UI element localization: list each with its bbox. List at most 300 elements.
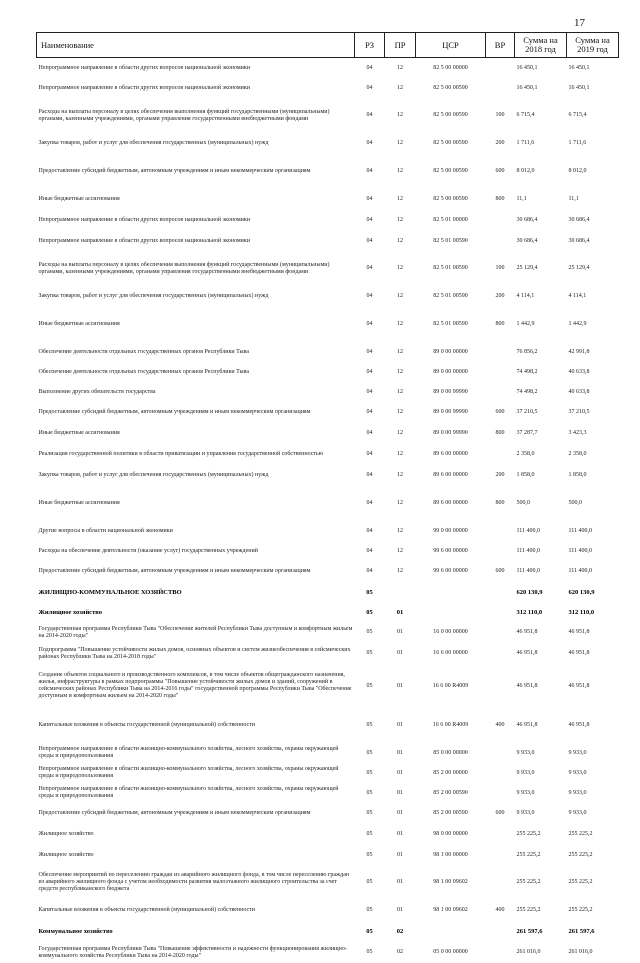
row-sum-2019: 16 450,1 bbox=[567, 78, 619, 98]
row-sum-2019: 261 016,0 bbox=[567, 942, 619, 963]
header-csr: ЦСР bbox=[416, 33, 486, 58]
row-sum-2018: 255 225,2 bbox=[515, 824, 567, 845]
table-row bbox=[37, 803, 619, 824]
row-rz: 05 bbox=[355, 763, 385, 783]
row-rz: 04 bbox=[355, 154, 385, 189]
row-sum-2019: 30 686,4 bbox=[567, 210, 619, 231]
row-name: Жилищное хозяйство bbox=[37, 602, 355, 622]
row-csr bbox=[416, 602, 486, 622]
row-pr: 12 bbox=[385, 231, 416, 251]
row-rz: 04 bbox=[355, 133, 385, 154]
table-row bbox=[37, 921, 619, 942]
row-rz: 04 bbox=[355, 561, 385, 582]
table-row bbox=[37, 865, 619, 900]
row-rz: 04 bbox=[355, 486, 385, 521]
row-pr: 12 bbox=[385, 98, 416, 133]
row-pr: 01 bbox=[385, 803, 416, 824]
row-vr bbox=[486, 602, 515, 622]
table-row bbox=[37, 824, 619, 845]
row-sum-2018: 37 287,7 bbox=[515, 423, 567, 444]
header-pr: ПР bbox=[385, 33, 416, 58]
row-name: Реализация государственной политики в области приватизации и управления государственной собственностью bbox=[37, 444, 355, 465]
row-sum-2019: 25 129,4 bbox=[567, 251, 619, 286]
row-name: Иные бюджетные ассигнования bbox=[37, 189, 355, 210]
row-sum-2019: 9 933,0 bbox=[567, 743, 619, 763]
row-csr: 89 0 00 99990 bbox=[416, 402, 486, 423]
row-name: Непрограммное направление в области жилищно-коммунального хозяйства, лесного хозяйства, охраны окружающей среды и природопользования bbox=[37, 763, 355, 783]
row-csr: 98 0 00 00000 bbox=[416, 824, 486, 845]
row-csr: 82 5 00 00000 bbox=[416, 58, 486, 79]
table-row bbox=[37, 382, 619, 402]
row-sum-2018: 76 856,2 bbox=[515, 342, 567, 362]
row-name: Капитальные вложения в объекты государственной (муниципальной) собственности bbox=[37, 900, 355, 921]
row-sum-2018: 255 225,2 bbox=[515, 845, 567, 865]
row-sum-2019: 111 400,0 bbox=[567, 521, 619, 541]
row-vr: 600 bbox=[486, 561, 515, 582]
row-pr: 12 bbox=[385, 541, 416, 561]
row-rz: 05 bbox=[355, 743, 385, 763]
table-row bbox=[37, 423, 619, 444]
row-pr: 12 bbox=[385, 58, 416, 79]
row-name: Непрограммное направление в области других вопросов национальной экономики bbox=[37, 78, 355, 98]
row-csr: 99 0 00 00000 bbox=[416, 521, 486, 541]
row-sum-2018: 1 442,9 bbox=[515, 307, 567, 342]
row-csr: 98 1 00 00000 bbox=[416, 845, 486, 865]
row-sum-2018: 25 129,4 bbox=[515, 251, 567, 286]
row-pr: 02 bbox=[385, 942, 416, 963]
row-name: Коммунальное хозяйство bbox=[37, 921, 355, 942]
row-vr: 600 bbox=[486, 803, 515, 824]
row-sum-2018: 8 012,0 bbox=[515, 154, 567, 189]
row-name: Закупка товаров, работ и услуг для обеспечения государственных (муниципальных) нужд bbox=[37, 286, 355, 307]
row-sum-2019: 42 991,8 bbox=[567, 342, 619, 362]
row-pr: 12 bbox=[385, 189, 416, 210]
table-row bbox=[37, 362, 619, 382]
header-sum-2018: Сумма на 2018 год bbox=[515, 33, 567, 58]
row-rz: 05 bbox=[355, 803, 385, 824]
row-sum-2019: 1 858,0 bbox=[567, 465, 619, 486]
table-row bbox=[37, 486, 619, 521]
row-sum-2018: 9 933,0 bbox=[515, 803, 567, 824]
row-rz: 05 bbox=[355, 602, 385, 622]
row-rz: 04 bbox=[355, 402, 385, 423]
row-pr: 01 bbox=[385, 664, 416, 708]
row-csr: 89 0 00 99990 bbox=[416, 423, 486, 444]
row-sum-2019: 111 400,0 bbox=[567, 561, 619, 582]
row-sum-2019: 40 633,8 bbox=[567, 362, 619, 382]
row-csr: 89 6 00 00000 bbox=[416, 465, 486, 486]
row-pr: 01 bbox=[385, 743, 416, 763]
row-vr bbox=[486, 743, 515, 763]
row-name: Иные бюджетные ассигнования bbox=[37, 423, 355, 444]
row-vr bbox=[486, 845, 515, 865]
row-name: Закупка товаров, работ и услуг для обеспечения государственных (муниципальных) нужд bbox=[37, 465, 355, 486]
budget-table bbox=[36, 32, 619, 963]
row-name: Иные бюджетные ассигнования bbox=[37, 486, 355, 521]
row-name: Жилищное хозяйство bbox=[37, 824, 355, 845]
row-csr: 89 0 00 00000 bbox=[416, 362, 486, 382]
row-name: Обеспечение мероприятий по переселению граждан из аварийного жилищного фонда, в том числе переселению граждан из аварийного жилищного фонда с учетом необходимости развития малоэтажного жилищного строительства за счет средств республиканского бюджета bbox=[37, 865, 355, 900]
row-rz: 05 bbox=[355, 942, 385, 963]
row-name: Предоставление субсидий бюджетным, автономным учреждениям и иным некоммерческим организациям bbox=[37, 561, 355, 582]
row-sum-2019: 111 400,0 bbox=[567, 541, 619, 561]
table-row bbox=[37, 286, 619, 307]
row-sum-2019: 1 711,6 bbox=[567, 133, 619, 154]
row-vr bbox=[486, 78, 515, 98]
header-name: Наименование bbox=[37, 33, 355, 58]
row-pr: 12 bbox=[385, 465, 416, 486]
row-vr: 800 bbox=[486, 423, 515, 444]
table-row bbox=[37, 743, 619, 763]
row-rz: 04 bbox=[355, 423, 385, 444]
row-csr: 82 5 01 00590 bbox=[416, 286, 486, 307]
row-name: Другие вопросы в области национальной экономики bbox=[37, 521, 355, 541]
row-name: Обеспечение деятельности отдельных государственных органов Республики Тыва bbox=[37, 342, 355, 362]
row-sum-2018: 255 225,2 bbox=[515, 900, 567, 921]
row-csr: 89 6 00 00000 bbox=[416, 486, 486, 521]
row-sum-2018: 74 498,2 bbox=[515, 382, 567, 402]
row-name: Расходы на выплаты персоналу в целях обеспечения выполнения функций государственными (муниципальными) органами, казенными учреждениями, органами управления государственными внебюджетными фондами bbox=[37, 251, 355, 286]
row-pr: 12 bbox=[385, 286, 416, 307]
row-vr bbox=[486, 824, 515, 845]
row-name: Подпрограмма "Повышение устойчивости жилых домов, основных объектов и систем жизнеобеспечения в сейсмических районах Республики Тыва на 2014-2018 годы" bbox=[37, 643, 355, 664]
row-pr: 01 bbox=[385, 643, 416, 664]
row-sum-2018: 2 358,0 bbox=[515, 444, 567, 465]
row-sum-2019: 255 225,2 bbox=[567, 824, 619, 845]
row-vr bbox=[486, 643, 515, 664]
row-sum-2018: 312 110,0 bbox=[515, 602, 567, 622]
row-sum-2019: 2 358,0 bbox=[567, 444, 619, 465]
row-sum-2018: 16 450,1 bbox=[515, 78, 567, 98]
row-vr: 200 bbox=[486, 465, 515, 486]
row-sum-2019: 40 633,8 bbox=[567, 382, 619, 402]
row-sum-2019: 46 951,8 bbox=[567, 643, 619, 664]
row-vr bbox=[486, 783, 515, 803]
row-sum-2018: 74 498,2 bbox=[515, 362, 567, 382]
table-row bbox=[37, 602, 619, 622]
table-row bbox=[37, 78, 619, 98]
table-row bbox=[37, 98, 619, 133]
row-csr: 82 5 00 00590 bbox=[416, 154, 486, 189]
row-pr: 01 bbox=[385, 845, 416, 865]
row-rz: 04 bbox=[355, 382, 385, 402]
row-pr: 12 bbox=[385, 154, 416, 189]
row-vr: 400 bbox=[486, 708, 515, 743]
table-row bbox=[37, 900, 619, 921]
row-sum-2019: 620 130,9 bbox=[567, 582, 619, 602]
row-rz: 04 bbox=[355, 189, 385, 210]
row-vr bbox=[486, 444, 515, 465]
row-sum-2018: 46 951,8 bbox=[515, 708, 567, 743]
row-csr bbox=[416, 921, 486, 942]
row-name: Иные бюджетные ассигнования bbox=[37, 307, 355, 342]
row-vr: 400 bbox=[486, 900, 515, 921]
table-row bbox=[37, 582, 619, 602]
row-vr bbox=[486, 865, 515, 900]
header-sum-2019: Сумма на 2019 год bbox=[567, 33, 619, 58]
row-sum-2018: 6 715,4 bbox=[515, 98, 567, 133]
row-rz: 04 bbox=[355, 210, 385, 231]
row-vr: 600 bbox=[486, 154, 515, 189]
row-name: Расходы на обеспечение деятельности (оказание услуг) государственных учреждений bbox=[37, 541, 355, 561]
row-name: Создание объектов социального и производственного комплексов, в том числе объектов общегражданского назначения, жилья, инфраструктуры в рамках подпрограммы "Повышение устойчивости жилых домов и зданий, сооружений в сейсмических районах Республики Тыва на 2014-2016 годы" государственной программы Республики Тыва "Обеспечение доступным и комфортным жильем на 2014-2020 годы" bbox=[37, 664, 355, 708]
row-sum-2019: 8 012,0 bbox=[567, 154, 619, 189]
row-csr: 98 1 00 09602 bbox=[416, 900, 486, 921]
row-sum-2019: 11,1 bbox=[567, 189, 619, 210]
row-sum-2019: 312 110,0 bbox=[567, 602, 619, 622]
row-sum-2018: 9 933,0 bbox=[515, 743, 567, 763]
row-vr: 100 bbox=[486, 98, 515, 133]
row-sum-2019: 46 951,8 bbox=[567, 708, 619, 743]
row-csr: 85 0 00 00000 bbox=[416, 743, 486, 763]
table-row bbox=[37, 444, 619, 465]
table-row bbox=[37, 465, 619, 486]
row-csr: 82 5 01 00000 bbox=[416, 210, 486, 231]
row-rz: 05 bbox=[355, 824, 385, 845]
row-pr: 01 bbox=[385, 824, 416, 845]
row-sum-2018: 46 951,8 bbox=[515, 664, 567, 708]
row-name: Государственная программа Республики Тыва "Обеспечение жителей Республики Тыва доступным и комфортным жильем на 2014-2020 годы" bbox=[37, 622, 355, 643]
table-row bbox=[37, 342, 619, 362]
table-row bbox=[37, 643, 619, 664]
row-name: Непрограммное направление в области других вопросов национальной экономики bbox=[37, 58, 355, 79]
row-rz: 04 bbox=[355, 362, 385, 382]
table-row bbox=[37, 231, 619, 251]
row-name: Непрограммное направление в области других вопросов национальной экономики bbox=[37, 231, 355, 251]
table-row bbox=[37, 251, 619, 286]
row-vr bbox=[486, 921, 515, 942]
row-rz: 05 bbox=[355, 865, 385, 900]
row-csr: 82 5 01 00590 bbox=[416, 251, 486, 286]
row-pr: 12 bbox=[385, 423, 416, 444]
row-name: ЖИЛИЩНО-КОММУНАЛЬНОЕ ХОЗЯЙСТВО bbox=[37, 582, 355, 602]
row-csr: 82 5 00 00590 bbox=[416, 98, 486, 133]
row-rz: 05 bbox=[355, 622, 385, 643]
row-rz: 04 bbox=[355, 231, 385, 251]
row-name: Обеспечение деятельности отдельных государственных органов Республики Тыва bbox=[37, 362, 355, 382]
table-row bbox=[37, 58, 619, 79]
row-sum-2018: 620 130,9 bbox=[515, 582, 567, 602]
row-rz: 05 bbox=[355, 582, 385, 602]
table-row bbox=[37, 402, 619, 423]
row-pr: 12 bbox=[385, 342, 416, 362]
header-rz: РЗ bbox=[355, 33, 385, 58]
row-vr bbox=[486, 541, 515, 561]
row-pr: 01 bbox=[385, 783, 416, 803]
row-name: Непрограммное направление в области жилищно-коммунального хозяйства, лесного хозяйства, охраны окружающей среды и природопользования bbox=[37, 743, 355, 763]
table-row bbox=[37, 763, 619, 783]
row-sum-2019: 30 686,4 bbox=[567, 231, 619, 251]
table-row bbox=[37, 664, 619, 708]
row-rz: 04 bbox=[355, 521, 385, 541]
row-sum-2019: 255 225,2 bbox=[567, 845, 619, 865]
row-csr: 99 6 00 00000 bbox=[416, 541, 486, 561]
row-csr: 89 6 00 00000 bbox=[416, 444, 486, 465]
row-csr: 16 6 00 R4009 bbox=[416, 664, 486, 708]
row-csr: 85 2 00 00590 bbox=[416, 783, 486, 803]
row-sum-2019: 500,0 bbox=[567, 486, 619, 521]
table-row bbox=[37, 189, 619, 210]
row-csr: 82 5 00 00590 bbox=[416, 189, 486, 210]
row-vr bbox=[486, 521, 515, 541]
row-rz: 05 bbox=[355, 643, 385, 664]
row-rz: 04 bbox=[355, 98, 385, 133]
row-csr: 82 5 00 00590 bbox=[416, 133, 486, 154]
row-vr bbox=[486, 622, 515, 643]
table-row bbox=[37, 210, 619, 231]
row-vr bbox=[486, 231, 515, 251]
row-name: Выполнение других обязательств государства bbox=[37, 382, 355, 402]
table-row bbox=[37, 541, 619, 561]
row-pr: 12 bbox=[385, 210, 416, 231]
row-vr bbox=[486, 58, 515, 79]
row-rz: 05 bbox=[355, 708, 385, 743]
row-pr: 12 bbox=[385, 486, 416, 521]
row-sum-2018: 500,0 bbox=[515, 486, 567, 521]
row-csr: 98 1 00 09602 bbox=[416, 865, 486, 900]
row-csr: 89 0 00 00000 bbox=[416, 342, 486, 362]
row-csr: 89 0 00 99990 bbox=[416, 382, 486, 402]
row-csr: 82 5 01 00590 bbox=[416, 307, 486, 342]
row-vr bbox=[486, 362, 515, 382]
row-pr bbox=[385, 582, 416, 602]
row-sum-2018: 9 933,0 bbox=[515, 763, 567, 783]
row-rz: 04 bbox=[355, 58, 385, 79]
row-sum-2018: 111 400,0 bbox=[515, 521, 567, 541]
table-row bbox=[37, 783, 619, 803]
row-rz: 04 bbox=[355, 541, 385, 561]
row-pr: 01 bbox=[385, 865, 416, 900]
row-rz: 05 bbox=[355, 845, 385, 865]
row-csr bbox=[416, 582, 486, 602]
table-row bbox=[37, 133, 619, 154]
row-rz: 04 bbox=[355, 465, 385, 486]
row-vr bbox=[486, 582, 515, 602]
row-vr bbox=[486, 763, 515, 783]
table-row bbox=[37, 521, 619, 541]
row-rz: 04 bbox=[355, 342, 385, 362]
row-sum-2019: 9 933,0 bbox=[567, 803, 619, 824]
row-csr: 82 5 01 00590 bbox=[416, 231, 486, 251]
row-vr bbox=[486, 942, 515, 963]
row-csr: 85 2 00 00000 bbox=[416, 763, 486, 783]
table-row bbox=[37, 154, 619, 189]
row-rz: 05 bbox=[355, 664, 385, 708]
row-pr: 01 bbox=[385, 622, 416, 643]
row-sum-2018: 261 597,6 bbox=[515, 921, 567, 942]
row-sum-2018: 16 450,1 bbox=[515, 58, 567, 79]
row-rz: 04 bbox=[355, 307, 385, 342]
row-pr: 12 bbox=[385, 521, 416, 541]
row-sum-2018: 111 400,0 bbox=[515, 541, 567, 561]
row-csr: 05 0 00 00000 bbox=[416, 942, 486, 963]
table-row bbox=[37, 307, 619, 342]
row-rz: 05 bbox=[355, 900, 385, 921]
row-name: Предоставление субсидий бюджетным, автономным учреждениям и иным некоммерческим организациям bbox=[37, 803, 355, 824]
row-name: Непрограммное направление в области других вопросов национальной экономики bbox=[37, 210, 355, 231]
row-vr: 200 bbox=[486, 286, 515, 307]
row-sum-2018: 11,1 bbox=[515, 189, 567, 210]
row-pr: 01 bbox=[385, 602, 416, 622]
row-sum-2019: 255 225,2 bbox=[567, 900, 619, 921]
row-pr: 12 bbox=[385, 561, 416, 582]
row-vr bbox=[486, 382, 515, 402]
row-sum-2018: 30 686,4 bbox=[515, 231, 567, 251]
row-name: Государственная программа Республики Тыва "Повышение эффективности и надежности функционирования жилищно-коммунального хозяйства Республики Тыва на 2014-2020 годы" bbox=[37, 942, 355, 963]
row-sum-2018: 46 951,8 bbox=[515, 622, 567, 643]
row-vr bbox=[486, 342, 515, 362]
row-csr: 85 2 00 00590 bbox=[416, 803, 486, 824]
row-sum-2019: 6 715,4 bbox=[567, 98, 619, 133]
row-sum-2018: 261 016,0 bbox=[515, 942, 567, 963]
row-rz: 04 bbox=[355, 444, 385, 465]
row-vr: 200 bbox=[486, 133, 515, 154]
row-name: Предоставление субсидий бюджетным, автономным учреждениям и иным некоммерческим организациям bbox=[37, 402, 355, 423]
row-sum-2018: 37 210,5 bbox=[515, 402, 567, 423]
row-pr: 01 bbox=[385, 708, 416, 743]
row-rz: 04 bbox=[355, 251, 385, 286]
row-sum-2019: 46 951,8 bbox=[567, 664, 619, 708]
row-pr: 12 bbox=[385, 444, 416, 465]
row-rz: 05 bbox=[355, 783, 385, 803]
row-name: Расходы на выплаты персоналу в целях обеспечения выполнения функций государственными (муниципальными) органами, казенными учреждениями, органами управления государственными внебюджетными фондами bbox=[37, 98, 355, 133]
row-name: Капитальные вложения в объекты государственной (муниципальной) собственности bbox=[37, 708, 355, 743]
row-rz: 04 bbox=[355, 78, 385, 98]
row-rz: 05 bbox=[355, 921, 385, 942]
row-sum-2019: 255 225,2 bbox=[567, 865, 619, 900]
row-vr: 800 bbox=[486, 486, 515, 521]
row-pr: 01 bbox=[385, 763, 416, 783]
row-csr: 99 6 00 00000 bbox=[416, 561, 486, 582]
row-pr: 12 bbox=[385, 362, 416, 382]
row-csr: 16 6 00 00000 bbox=[416, 643, 486, 664]
row-csr: 82 5 00 00590 bbox=[416, 78, 486, 98]
table-row bbox=[37, 708, 619, 743]
row-sum-2018: 9 933,0 bbox=[515, 783, 567, 803]
row-csr: 16 0 00 00000 bbox=[416, 622, 486, 643]
page-number: 17 bbox=[574, 17, 585, 29]
row-pr: 12 bbox=[385, 133, 416, 154]
header-vr: ВР bbox=[486, 33, 515, 58]
row-sum-2019: 46 951,8 bbox=[567, 622, 619, 643]
row-pr: 12 bbox=[385, 251, 416, 286]
row-sum-2018: 46 951,8 bbox=[515, 643, 567, 664]
table-body bbox=[37, 58, 619, 963]
row-sum-2018: 1 858,0 bbox=[515, 465, 567, 486]
row-pr: 12 bbox=[385, 307, 416, 342]
row-sum-2019: 9 933,0 bbox=[567, 783, 619, 803]
row-pr: 12 bbox=[385, 78, 416, 98]
table-row bbox=[37, 942, 619, 963]
row-vr: 600 bbox=[486, 402, 515, 423]
table-row bbox=[37, 561, 619, 582]
row-sum-2019: 4 114,1 bbox=[567, 286, 619, 307]
row-rz: 04 bbox=[355, 286, 385, 307]
row-sum-2018: 255 225,2 bbox=[515, 865, 567, 900]
row-sum-2018: 1 711,6 bbox=[515, 133, 567, 154]
row-sum-2019: 1 442,9 bbox=[567, 307, 619, 342]
row-sum-2018: 30 686,4 bbox=[515, 210, 567, 231]
row-pr: 12 bbox=[385, 382, 416, 402]
row-vr: 800 bbox=[486, 189, 515, 210]
row-vr: 800 bbox=[486, 307, 515, 342]
row-name: Предоставление субсидий бюджетным, автономным учреждениям и иным некоммерческим организациям bbox=[37, 154, 355, 189]
row-sum-2019: 16 450,1 bbox=[567, 58, 619, 79]
row-vr bbox=[486, 210, 515, 231]
row-sum-2018: 4 114,1 bbox=[515, 286, 567, 307]
row-sum-2019: 37 210,5 bbox=[567, 402, 619, 423]
row-sum-2019: 9 933,0 bbox=[567, 763, 619, 783]
